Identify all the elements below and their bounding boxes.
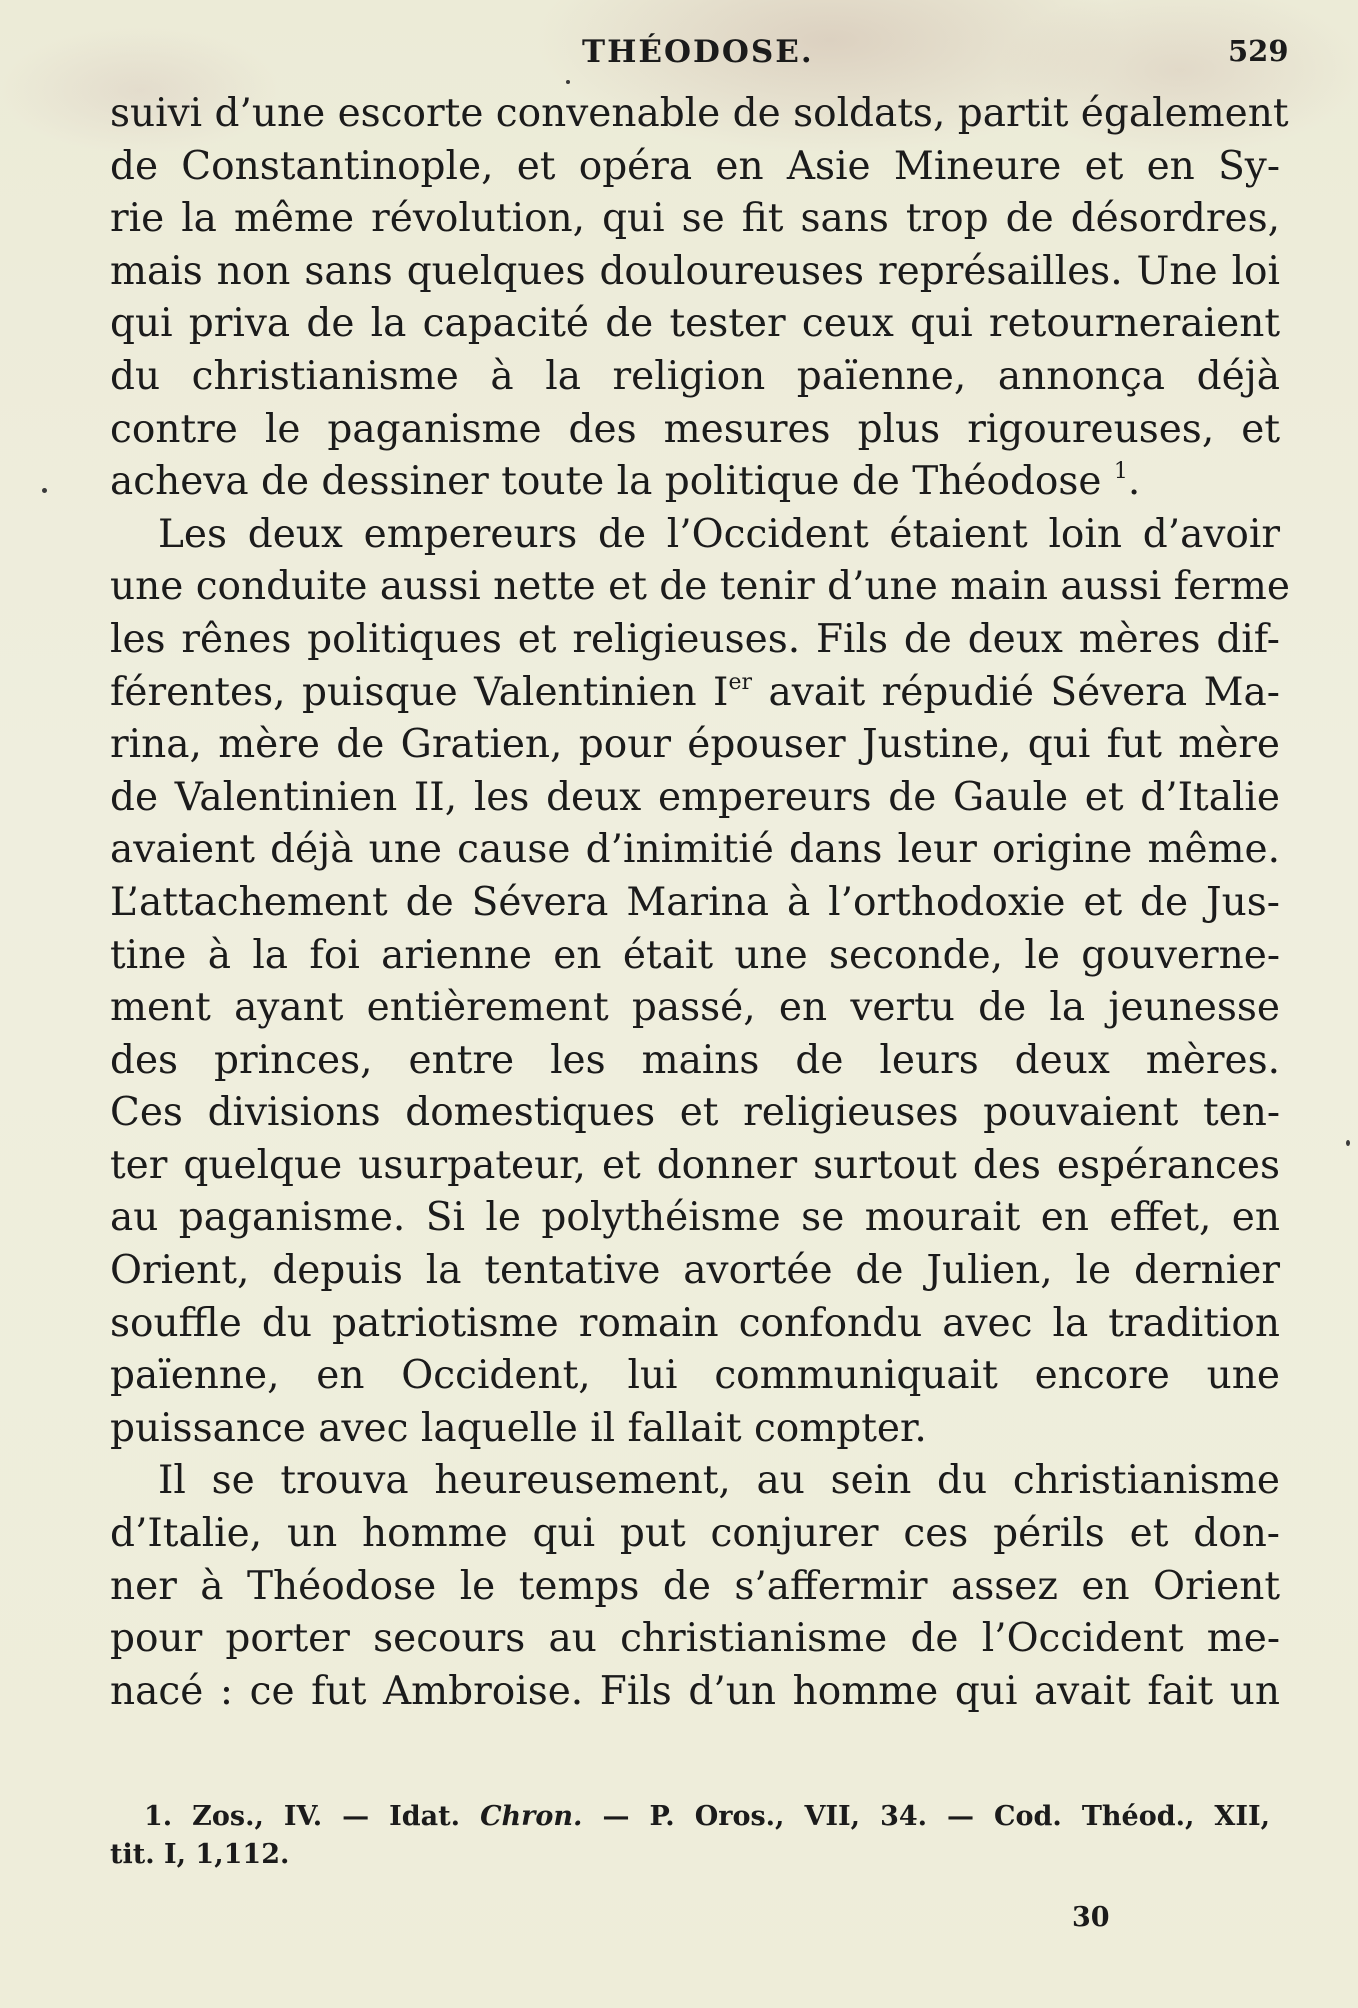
running-title: THÉODOSE.: [582, 34, 814, 70]
text-line: païenne, en Occident, lui communiquait encore une: [110, 1353, 1280, 1399]
text-line: rie la même révolution, qui se fit sans trop de désordres,: [110, 196, 1280, 242]
footnote-prefix: 1. Zos., IV. — Idat.: [144, 1801, 461, 1832]
text-line: L’attachement de Séverа Marina à l’orthodoxie et de Jus-: [110, 879, 1280, 925]
text-line: puissance avec laquelle il fallait compter.: [110, 1405, 927, 1451]
text-line: contre le paganisme des mesures plus rigoureuses, et: [110, 406, 1280, 452]
body-text: [110, 88, 1290, 1718]
text-line: les rênes politiques et religieuses. Fils de deux mères dif-: [110, 616, 1280, 662]
ink-speck: [566, 80, 570, 84]
text-line-main: acheva de dessiner toute la politique de Théodose: [110, 459, 1102, 505]
text-line: ter quelque usurpateur, et donner surtout des espérances: [110, 1142, 1280, 1188]
text-line: ment ayant entièrement passé, en vertu de la jeunesse: [110, 985, 1280, 1031]
text-line: des princes, entre les mains de leurs deux mères.: [110, 1037, 1280, 1083]
signature-mark: 30: [1072, 1902, 1110, 1933]
text-line: une conduite aussi nette et de tenir d’une main aussi ferme: [110, 564, 1290, 610]
text-line: mais non sans quelques douloureuses représailles. Une loi: [110, 248, 1280, 294]
text-line: Orient, depuis la tentative avortée de Julien, le dernier: [110, 1248, 1280, 1294]
text-line: avaient déjà une cause d’inimitié dans leur origine même.: [110, 827, 1280, 873]
text-line: souffle du patriotisme romain confondu avec la tradition: [110, 1300, 1280, 1346]
text-line: d’Italie, un homme qui put conjurer ces périls et don-: [110, 1511, 1280, 1557]
text-line: suivi d’une escorte convenable de soldats, partit également: [110, 91, 1289, 136]
text-line: pour porter secours au christianisme de l’Occident me-: [110, 1616, 1280, 1662]
footnote-suffix: — P. Oros., VII, 34. — Cod. Théod., XII,: [602, 1801, 1271, 1832]
footnote-italic-title: Chron.: [480, 1801, 583, 1832]
text-line: Il se trouva heureusement, au sein du christianisme: [158, 1458, 1280, 1504]
footnote-line: [110, 1798, 1270, 1836]
text-line: de Constantinople, et opéra en Asie Mineure et en Sy-: [110, 143, 1280, 189]
text-line-end: avait répudié Séverа Ma-: [768, 669, 1280, 715]
text-line-main: férentes, puisque Valentinien: [110, 669, 697, 715]
ordinal-superscript: er: [728, 669, 752, 695]
footnote: [110, 1798, 1270, 1874]
text-line: qui priva de la capacité de tester ceux qui retourneraient: [110, 301, 1280, 347]
ink-speck: [1346, 1140, 1350, 1146]
text-line: Ces divisions domestiques et religieuses pouvaient ten-: [110, 1090, 1280, 1136]
text-line: tine à la foi arienne en était une seconde, le gouverne-: [110, 932, 1280, 978]
text-line: de Valentinien II, les deux empereurs de Gaule et d’Italie: [110, 774, 1280, 820]
text-line: au paganisme. Si le polythéisme se mourait en effet, en: [110, 1195, 1280, 1241]
text-line: rina, mère de Gratien, pour épouser Justine, qui fut mère: [110, 722, 1280, 768]
text-line: Les deux empereurs de l’Occident étaient loin d’avoir: [158, 511, 1280, 557]
page-number: 529: [1228, 34, 1289, 68]
running-head: [0, 34, 1358, 74]
text-line: du christianisme à la religion païenne, annonça déjà: [110, 353, 1280, 399]
text-line-with-superscript: férentes, puisque Valentinien Ier avait répudié Séverа Ma-: [110, 669, 1280, 715]
ink-speck: [42, 488, 47, 493]
text-line-end: .: [1127, 459, 1141, 505]
footnote-reference: 1: [1113, 459, 1128, 485]
footnote-line: tit. I, 1,112.: [110, 1839, 290, 1870]
text-line: nacé : ce fut Ambroise. Fils d’un homme qui avait fait un: [110, 1668, 1280, 1714]
text-line-with-footnote-ref: [110, 456, 1280, 509]
text-line: ner à Théodose le temps de s’affermir assez en Orient: [110, 1563, 1280, 1609]
